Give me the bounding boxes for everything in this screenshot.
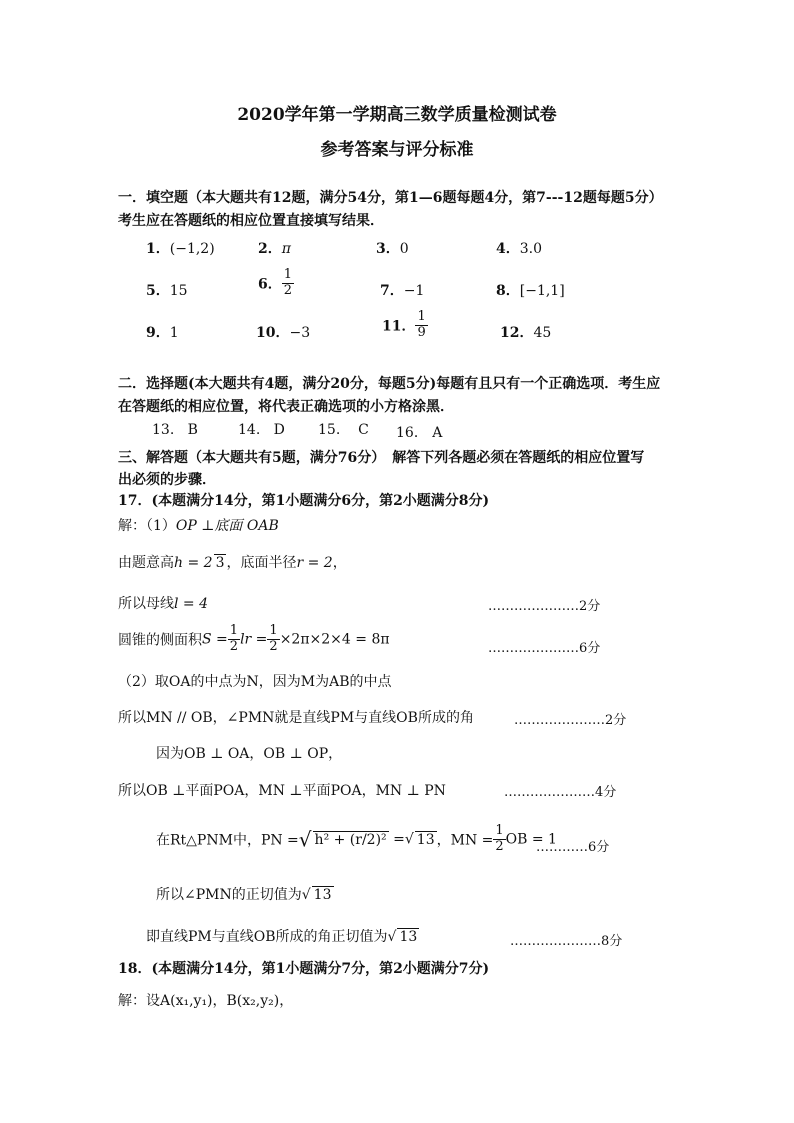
q17-score-6: …………………6分 (488, 641, 601, 656)
section1-heading: 一．填空题（本大题共有12题，满分54分，第1—6题每题4分，第7---12题每题5分） (118, 190, 663, 206)
answer-6: 6． $\frac{1}{2}$ (258, 267, 293, 298)
q17-line8: 所以OB ⊥平面POA，MN ⊥平面POA，MN ⊥ PN (118, 783, 446, 799)
answer-2: 2．π (258, 241, 291, 257)
answer-15: 15. C (318, 422, 369, 438)
section2-heading-line2: 在答题纸的相应位置，将代表正确选项的小方格涂黑． (118, 399, 454, 415)
answer-14: 14. D (238, 422, 285, 438)
answer-11: 11． $\frac{1}{9}$ (382, 309, 426, 340)
section2-heading-line1: 二．选择题(本大题共有4题，满分20分，每题5分)每题有且只有一个正确选项．考生应 (118, 376, 661, 392)
answer-7: 7．−1 (380, 283, 425, 299)
page-subtitle: 参考答案与评分标准 (320, 140, 474, 160)
q17-score-8: …………………8分 (510, 934, 623, 949)
q17-line4: 圆锥的侧面积S = $\frac{1}{2}$ lr = $\frac{1}{2}$ ×2π×2×4 = 8π (118, 623, 390, 654)
q17-line11: 即直线PM与直线OB所成的角正切值为√ 13 (146, 929, 418, 945)
q17-score-6b: …………6分 (536, 840, 610, 855)
q18-heading: 18．(本题满分14分，第1小题满分7分，第2小题满分7分) (118, 961, 490, 977)
section3-heading-line1: 三、解答题（本大题共有5题，满分76分） 解答下列各题必须在答题纸的相应位置写 (118, 450, 645, 466)
answer-1: 1．(−1,2) (146, 241, 215, 257)
answer-4: 4．3.0 (496, 241, 543, 257)
q17-line1: 解：（1）OP ⊥底面 OAB (118, 518, 279, 534)
answer-12: 12．45 (500, 325, 552, 341)
q17-score-2b: …………………2分 (514, 713, 627, 728)
section3-heading-line2: 出必须的步骤． (118, 472, 216, 488)
section1-instruction: 考生应在答题纸的相应位置直接填写结果． (118, 213, 384, 229)
q17-heading: 17．(本题满分14分，第1小题满分6分，第2小题满分8分) (118, 493, 490, 509)
q17-line5: （2）取OA的中点为N，因为M为AB的中点 (118, 674, 392, 690)
answer-9: 9．1 (146, 325, 179, 341)
q17-line7: 因为OB ⊥ OA，OB ⊥ OP， (156, 746, 343, 762)
answer-13: 13. B (152, 422, 198, 438)
q17-score-2: …………………2分 (488, 599, 601, 614)
q17-line6: 所以MN // OB，∠PMN就是直线PM与直线OB所成的角 (118, 710, 474, 726)
q17-score-4: …………………4分 (504, 785, 617, 800)
answer-8: 8．[−1,1] (496, 283, 565, 299)
page-title: 2020学年第一学期高三数学质量检测试卷 (237, 105, 557, 125)
answer-16: 16． A (396, 425, 443, 441)
answer-3: 3．0 (376, 241, 409, 257)
answer-5: 5．15 (146, 283, 188, 299)
answer-10: 10．−3 (256, 325, 311, 341)
q18-line1: 解：设A(x₁,y₁)，B(x₂,y₂)， (118, 993, 294, 1009)
q17-line10: 所以∠PMN的正切值为√ 13 (156, 887, 332, 903)
q17-line2: 由题意高h = 2 3 ，底面半径r = 2， (118, 555, 347, 571)
q17-line9: 在Rt△PNM中，PN =√ h² + (r/2)² =√ 13 ，MN = $\frac{1}{2}$ OB = 1 (156, 823, 557, 854)
q17-line3: 所以母线l = 4 (118, 596, 209, 612)
